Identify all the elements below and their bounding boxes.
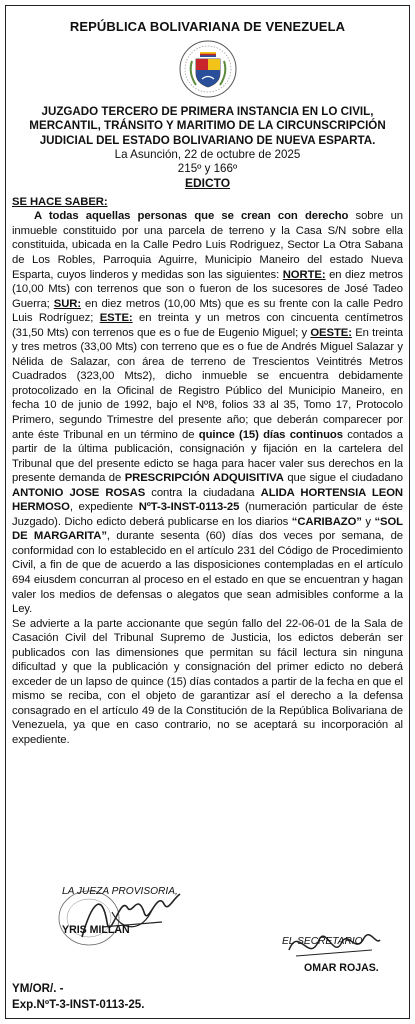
file-number-line: Exp.NºT-3-INST-0113-25. — [12, 998, 145, 1011]
newspaper-2: “SOL DE MARGARITA” — [12, 515, 404, 543]
paragraph-1: A todas aquellas personas que se crean con derecho sobre un inmueble constituido por una parcela de terreno y la Casa S/N sobre ella constituida, ubicada en la Calle Pedro Luis Rodriguez, Sector La Otra Sabana de Los Robles, Parroquia Aguirre, Municipio Maneiro del estado Nueva Esparta, cuyos linderos y medidas son las siguientes: NORTE: en diez metros (10,00 Mts) con terrenos que son o fueron de los sucesores de José Tadeo Guerra; SUR: en diez metros (10,00 Mts) que es su frente con la calle Pedro Luis Rodríguez; ESTE: en treinta y un metros con cincuenta centímetros (31,50 Mts) con terrenos que es o fue de Eugenio Miguel; y OESTE: En treinta y tres metros (33,00 Mts) con terreno que es o fue de Andrés Miguel Salazar y Nélida de Salazar, con área de terreno de Trescientos Veintitrés Metros Cuadrados (323,00 Mts2), dicho inmueble se encuentra debidamente protocolizado en la Oficinal de Registro Público del Municipio Maneiro, en fecha 10 de junio de 1992, bajo el Nº8, folios 33 al 35, Tomo 17, Protocolo Primero, segundo Trimestre del presente año; que deberán comparecer por ante éste Tribunal en un término de quince (15) días continuos contados a partir de la última publicación, consignación y fijación en la cartelera del Tribunal que del presente edicto se haga para hacer valer sus derechos en la presente demanda de PRESCRIPCIÓN ADQUISITIVA que sigue el ciudadano ANTONIO JOSE ROSAS contra la ciudadana ALIDA HORTENSIA LEON HERMOSO, expediente NºT-3-INST-0113-25 (numeración particular de éste Juzgado). Dicho edicto deberá publicarse en los diarios “CARIBAZO” y “SOL DE MARGARITA”, durante sesenta (60) días dos veces por semana, de conformidad con lo establecido en el artículo 231 del Código de Procedimiento Civil, a fin de que de acuerdo a las disposiciones contempladas en el artículo 694 eiusdem concurran al proceso en el estado en que se encuentran y hagan valer los medios de defensas o alegatos que sean admisibles conforme a la Ley. — [12, 210, 404, 616]
defendant-name: ALIDA HORTENSIA LEON HERMOSO — [12, 486, 403, 514]
plaintiff-name: ANTONIO JOSE ROSAS — [12, 486, 146, 499]
term-days: quince (15) días continuos — [198, 428, 343, 441]
boundary-south: SUR: — [53, 297, 82, 310]
place-date: La Asunción, 22 de octubre de 2025 — [114, 147, 301, 161]
case-number: NºT-3-INST-0113-25 — [138, 501, 240, 514]
edict-body — [12, 195, 403, 748]
coat-of-arms-seal-icon — [178, 39, 238, 99]
initials-line: YM/OR/. - — [12, 982, 64, 995]
lead-text: A todas aquellas personas que se crean con derecho — [34, 210, 349, 223]
court-name: JUZGADO TERCERO DE PRIMERA INSTANCIA EN LO CIVIL, MERCANTIL, TRÁNSITO Y MARITIMO DE LA CIRCUNSCRIPCIÓN JUDICIAL DEL ESTADO BOLIVARIANO DE NUEVA ESPARTA. — [29, 105, 386, 147]
boundary-north: NORTE: — [282, 268, 326, 281]
republic-heading: REPÚBLICA BOLIVARIANA DE VENEZUELA — [69, 19, 346, 34]
boundary-east: ESTE: — [99, 312, 133, 325]
secretary-name: OMAR ROJAS. — [304, 962, 379, 974]
document-content — [12, 12, 403, 748]
judge-signature-icon — [72, 882, 192, 952]
notice-heading: SE HACE SABER: — [12, 195, 108, 208]
paragraph-2: Se advierte a la parte accionante que según fallo del 22-06-01 de la Sala de Casación Civil del Tribunal Supremo de Justicia, los edictos deberán ser publicados con las dimensiones que permitan su fácil lectura sin ninguna dificultad y que la publicación y consignación del primer edicto no deberá exceder de un lapso de quince (15) días contados a partir de la fecha en que el mismo se reciba, con el objeto de garantizar así el derecho a la defensa consagrado en el artículo 49 de la Constitución de la República Bolivariana de Venezuela, ya que en caso contrario, no se aceptará su incorporación al expediente. — [12, 617, 403, 747]
judge-title: LA JUEZA PROVISORIA, — [62, 886, 178, 897]
claim-type: PRESCRIPCIÓN ADQUISITIVA — [124, 472, 284, 485]
boundary-west: OESTE: — [310, 326, 352, 339]
secretary-title: EL SECRETARIO — [282, 936, 363, 947]
independence-years: 215º y 166º — [177, 162, 238, 176]
document-type: EDICTO — [184, 176, 231, 191]
newspaper-1: “CARIBAZO” — [291, 515, 362, 528]
signature-area — [12, 872, 403, 1012]
judge-name: YRIS MILLAN — [62, 924, 130, 936]
